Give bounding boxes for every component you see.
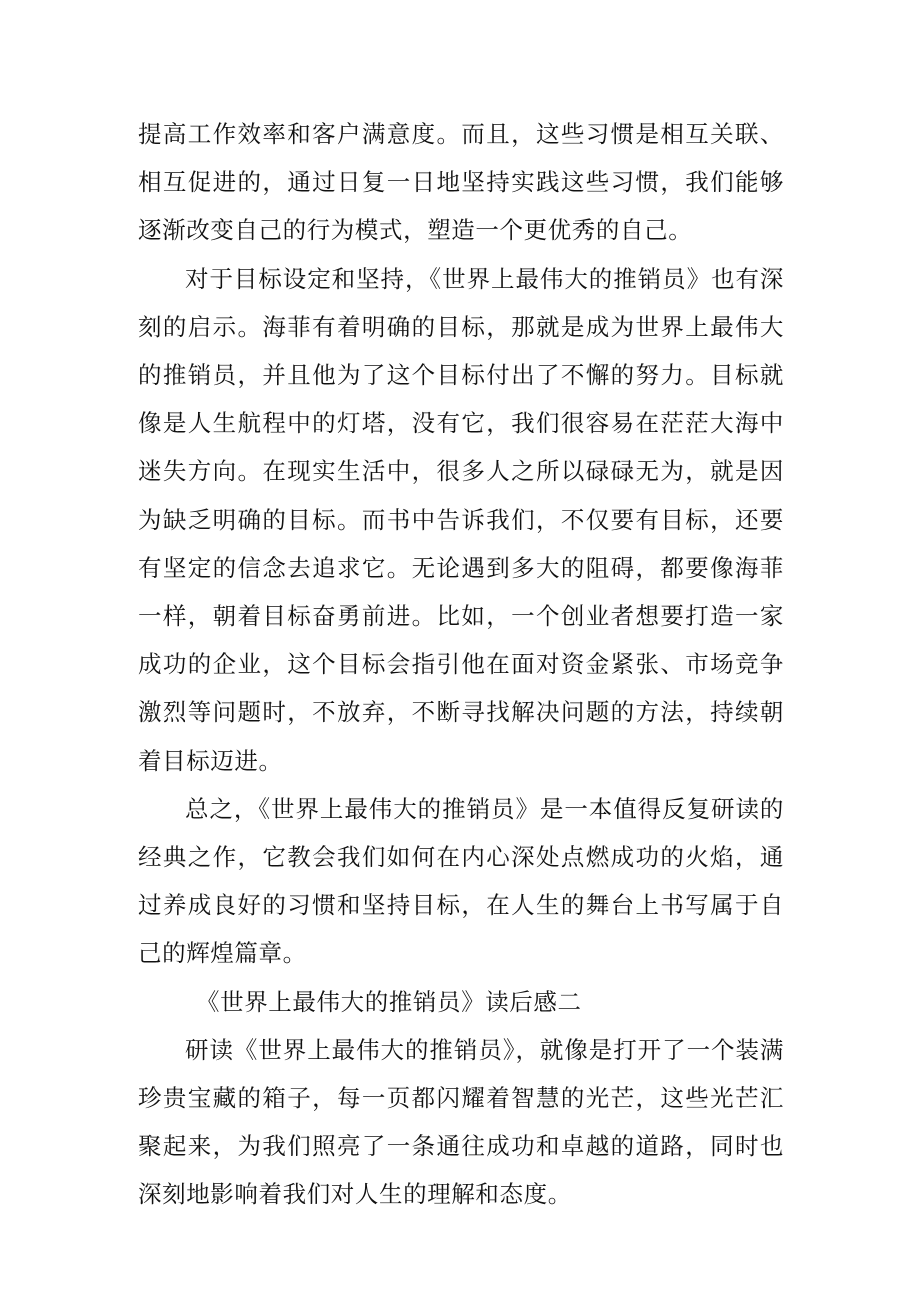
paragraph-goal-setting: 对于目标设定和坚持，《世界上最伟大的推销员》也有深刻的启示。海菲有着明确的目标，那就是成为世界上最伟大的推销员，并且他为了这个目标付出了不懈的努力。目标就像是人生航程中的灯塔，没有它，我们很容易在茫茫大海中迷失方向。在现实生活中，很多人之所以碌碌无为，就是因为缺乏明确的目标。而书中告诉我们，不仅要有目标，还要有坚定的信念去追求它。无论遇到多大的阻碍，都要像海菲一样，朝着目标奋勇前进。比如，一个创业者想要打造一家成功的企业，这个目标会指引他在面对资金紧张、市场竞争激烈等问题时，不放弃，不断寻找解决问题的方法，持续朝着目标迈进。	[138, 264, 784, 775]
paragraph-second-review-intro: 研读《世界上最伟大的推销员》，就像是打开了一个装满珍贵宝藏的箱子，每一页都闪耀着智慧的光芒，这些光芒汇聚起来，为我们照亮了一条通往成功和卓越的道路，同时也深刻地影响着我们对人生的理解和态度。	[138, 1035, 784, 1209]
paragraph-conclusion: 总之，《世界上最伟大的推销员》是一本值得反复研读的经典之作，它教会我们如何在内心深处点燃成功的火焰，通过养成良好的习惯和坚持目标，在人生的舞台上书写属于自己的辉煌篇章。	[138, 794, 784, 968]
paragraph-habits-continuation: 提高工作效率和客户满意度。而且，这些习惯是相互关联、相互促进的，通过日复一日地坚持实践这些习惯，我们能够逐渐改变自己的行为模式，塑造一个更优秀的自己。	[138, 120, 784, 245]
section-heading: 《世界上最伟大的推销员》读后感二	[196, 987, 582, 1016]
document-body	[138, 110, 784, 1219]
